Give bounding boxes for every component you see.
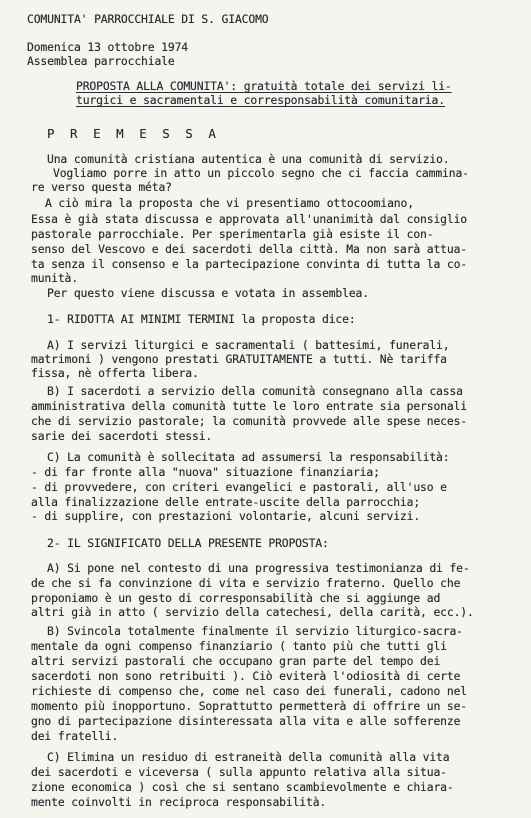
premessa-heading: P R E M E S S A [47, 126, 220, 141]
title-line-2: turgici e sacramentali e corresponsabilità comunitaria. [76, 93, 445, 107]
premessa-line: pastorale parrocchiale. Per sperimentarla già esiste il con- [31, 227, 434, 241]
title-line-1: PROPOSTA ALLA COMUNITA': gratuità totale dei servizi li- [76, 79, 452, 93]
section1-line: alla finalizzazione delle entrate-uscite della parrocchia; [31, 495, 421, 509]
premessa-line: re verso questa méta? [31, 180, 172, 194]
premessa-line: A ciò mira la proposta che vi presentiamo ottocoomiano, [45, 196, 414, 210]
section2-line: altri già in atto ( servizio della catechesi, della carità, ecc.). [31, 605, 474, 619]
section2-line: C) Elimina un residuo di estraneità della comunità alla vita [47, 750, 450, 764]
section2-line: richieste di compenso che, come nel caso dei funerali, cadono nel [31, 684, 468, 698]
section2-line: momento più inopportuno. Soprattutto permetterà di offrire un se- [31, 699, 468, 713]
premessa-line: Essa è già stata discussa e approvata all'unanimità dal consiglio [31, 212, 468, 226]
section2-line: altri servizi pastorali che occupano gran parte del tempo dei [31, 654, 441, 668]
section2-line: zione economica ) così che si sentano scambievolmente e chiara- [31, 780, 454, 794]
section1-heading: 1- RIDOTTA AI MINIMI TERMINI la proposta dice: [47, 312, 356, 326]
section1-line: - di far fronte alla "nuova" situazione finanziaria; [31, 465, 380, 479]
header-date: Domenica 13 ottobre 1974 [27, 40, 188, 54]
section1-line: fissa, nè offerta libera. [31, 366, 199, 380]
section1-line: A) I servizi liturgici e sacramentali ( battesimi, funerali, [47, 338, 450, 352]
section1-line: B) I sacerdoti a servizio della comunità consegnano alla cassa [47, 384, 463, 398]
section2-line: mentale da ogni compenso finanziario ( tanto più che tutti gli [31, 639, 447, 653]
premessa-line: Vogliamo porre in atto un piccolo segno che ci faccia cammina- [53, 166, 469, 180]
section1-line: amministrativa della comunità tutte le loro entrate sia personali [31, 399, 468, 413]
section2-line: de che si fa convinzione di vita e servizio fraterno. Quello che [31, 576, 461, 590]
premessa-line: Una comunità cristiana autentica è una comunità di servizio. [47, 152, 450, 166]
premessa-line: munità. [31, 271, 78, 285]
section2-line: sacerdoti non sono retribuiti ). Ciò eviterà l'odiosità di certe [31, 669, 461, 683]
premessa-line: ta senza il consenso e la partecipazione convinta di tutta la co- [31, 257, 468, 271]
section2-line: gno di partecipazione disinteressata alla vita e alle sofferenze [31, 714, 461, 728]
section2-line: dei sacerdoti e viceversa ( sulla appunto relativa alla situa- [31, 765, 447, 779]
section1-line: sarie dei sacerdoti stessi. [31, 429, 213, 443]
section2-line: dei fratelli. [31, 729, 119, 743]
section2-line: B) Svincola totalmente finalmente il servizio liturgico-sacra- [47, 624, 463, 638]
section2-heading: 2- IL SIGNIFICATO DELLA PRESENTE PROPOSTA: [47, 536, 329, 550]
section1-line: - di supplire, con prestazioni volontarie, alcuni servizi. [31, 509, 421, 523]
premessa-line: Per questo viene discussa e votata in assemblea. [47, 286, 369, 300]
section2-line: A) Si pone nel contesto di una progressiva testimonianza di fe- [47, 561, 470, 575]
section2-line: proponiamo è un gesto di corresponsabilità che si aggiunge ad [31, 591, 441, 605]
section1-line: C) La comunità è sollecitata ad assumersi la responsabilità: [47, 450, 450, 464]
section1-line: - di provvedere, con criteri evangelici e pastorali, all'uso e [31, 480, 447, 494]
section2-line: mente coinvolti in reciproca responsabilità. [31, 795, 327, 809]
section1-line: matrimoni ) vengono prestati GRATUITAMENTE a tutti. Nè tariffa [31, 352, 447, 366]
premessa-line: senso del Vescovo e dei sacerdoti della città. Ma non sarà attua- [31, 242, 468, 256]
header-assembly: Assemblea parrocchiale [27, 54, 175, 68]
header-org: COMUNITA' PARROCCHIALE DI S. GIACOMO [27, 12, 269, 26]
section1-line: che di servizio pastorale; la comunità provvede alle spese neces- [31, 414, 468, 428]
